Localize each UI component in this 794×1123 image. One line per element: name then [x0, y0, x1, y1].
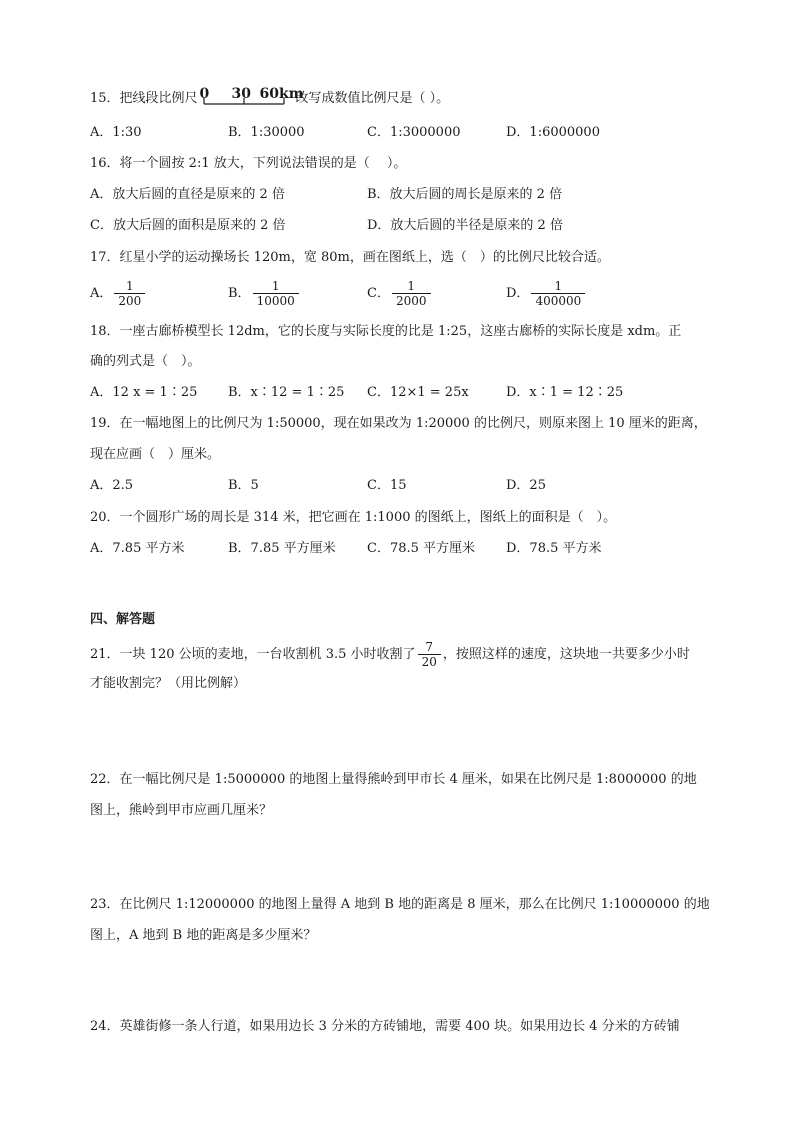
- q15-option-d: D．1:6000000: [506, 125, 600, 140]
- fraction-denominator: 20: [418, 654, 441, 669]
- q19-options: [90, 476, 730, 506]
- q20-option-a: A．7.85 平方米: [90, 541, 185, 556]
- q15-option-a: A．1:30: [90, 125, 142, 140]
- q18-option-d: D．x∶1 = 12∶25: [506, 385, 624, 400]
- q17-option-a-label: A．: [90, 286, 113, 301]
- q18-option-a: A．12 x = 1∶25: [90, 385, 198, 400]
- question-21-line2: 才能收割完？（用比例解）: [90, 676, 247, 691]
- question-19-line2: 现在应画（ ）厘米。: [90, 447, 221, 462]
- q16-option-a: A．放大后圆的直径是原来的 2 倍: [90, 187, 285, 202]
- q17-option-a: [90, 279, 147, 308]
- q17-option-c: [367, 279, 433, 308]
- question-24-line1: 24．英雄街修一条人行道，如果用边长 3 分米的方砖铺地，需要 400 块。如果用边长 4 分米的方砖铺: [90, 1019, 680, 1034]
- q17-option-c-label: C．: [367, 286, 390, 301]
- question-17: 17．红星小学的运动操场长 120m，宽 80m，画在图纸上，选（ ）的比例尺比较合适。: [90, 250, 610, 265]
- q16-option-d: D．放大后圆的半径是原来的 2 倍: [367, 218, 563, 233]
- q17-option-b-label: B．: [228, 286, 251, 301]
- q17-option-a-fraction: [114, 279, 145, 308]
- question-22-line2: 图上，熊岭到甲市应画几厘米？: [90, 803, 273, 818]
- q15-options: [90, 123, 730, 153]
- q16-options-row1: [90, 185, 730, 215]
- question-20: 20．一个圆形广场的周长是 314 米，把它画在 1:1000 的图纸上，图纸上的面积是（ ）。: [90, 510, 617, 525]
- q17-option-d-fraction: [531, 279, 585, 308]
- q17-options: [90, 279, 730, 309]
- question-19-line1: 19．在一幅地图上的比例尺为 1:50000，现在如果改为 1:20000 的比例尺，则原来图上 10 厘米的距离，: [90, 416, 707, 431]
- q16-option-c: C．放大后圆的面积是原来的 2 倍: [90, 218, 286, 233]
- q17-option-b: [228, 279, 301, 308]
- q21-text-after: ，按照这样的速度，这块地一共要多少小时: [442, 647, 690, 662]
- q16-options-row2: [90, 216, 730, 246]
- section-title-answer-questions: 四、解答题: [90, 612, 156, 627]
- fraction-denominator: 400000: [531, 293, 585, 308]
- q19-option-a: A．2.5: [90, 478, 134, 493]
- q16-option-b: B．放大后圆的周长是原来的 2 倍: [367, 187, 563, 202]
- scale-label-60km: 60km: [259, 86, 304, 102]
- q15-option-c: C．1:3000000: [367, 125, 461, 140]
- q18-option-b: B．x∶12 = 1∶25: [228, 385, 345, 400]
- question-23-line1: 23．在比例尺 1:12000000 的地图上量得 A 地到 B 地的距离是 8 厘米，那么在比例尺 1:10000000 的地: [90, 897, 710, 912]
- q20-option-d: D．78.5 平方米: [506, 541, 602, 556]
- q17-option-d-label: D．: [506, 286, 530, 301]
- question-23-line2: 图上，A 地到 B 地的距离是多少厘米？: [90, 928, 317, 943]
- fraction-denominator: 10000: [253, 293, 299, 308]
- q18-options: [90, 383, 730, 413]
- q15-text-before: 15．把线段比例尺: [90, 91, 198, 106]
- question-22-line1: 22．在一幅比例尺是 1:5000000 的地图上量得熊岭到甲市长 4 厘米，如果在比例尺是 1:8000000 的地: [90, 772, 697, 787]
- question-18-line2: 确的列式是（ ）。: [90, 354, 201, 369]
- q19-option-d: D．25: [506, 478, 546, 493]
- q19-option-b: B．5: [228, 478, 259, 493]
- question-15: [90, 86, 449, 109]
- fraction-numerator: 7: [425, 640, 434, 654]
- q20-option-b: B．7.85 平方厘米: [228, 541, 336, 556]
- q15-text-after: 改写成数值比例尺是（ ）。: [295, 91, 450, 106]
- question-18-line1: 18．一座古廊桥模型长 12dm，它的长度与实际长度的比是 1:25，这座古廊桥的实际长度是 xdm。正: [90, 324, 682, 339]
- fraction-numerator: 1: [271, 279, 280, 293]
- q21-text-before: 21．一块 120 公顷的麦地，一台收割机 3.5 小时收割了: [90, 647, 416, 662]
- q17-option-b-fraction: [253, 279, 299, 308]
- scale-label-30: 30: [231, 86, 252, 102]
- fraction-numerator: 1: [126, 279, 134, 293]
- q20-option-c: C．78.5 平方厘米: [367, 541, 476, 556]
- fraction-denominator: 200: [114, 293, 145, 308]
- fraction-denominator: 2000: [392, 293, 431, 308]
- q21-fraction: [418, 640, 441, 669]
- scale-label-0: 0: [199, 86, 210, 102]
- fraction-numerator: 1: [407, 279, 416, 293]
- question-16: 16．将一个圆按 2:1 放大，下列说法错误的是（ ）。: [90, 156, 407, 171]
- q17-option-c-fraction: [392, 279, 431, 308]
- question-21-line1: [90, 640, 690, 669]
- q15-option-b: B．1:30000: [228, 125, 305, 140]
- q20-options: [90, 539, 730, 569]
- line-scale-bar: [199, 86, 304, 108]
- q17-option-d: [506, 279, 587, 308]
- q18-option-c: C．12×1 = 25x: [367, 385, 469, 400]
- q19-option-c: C．15: [367, 478, 407, 493]
- fraction-numerator: 1: [554, 279, 563, 293]
